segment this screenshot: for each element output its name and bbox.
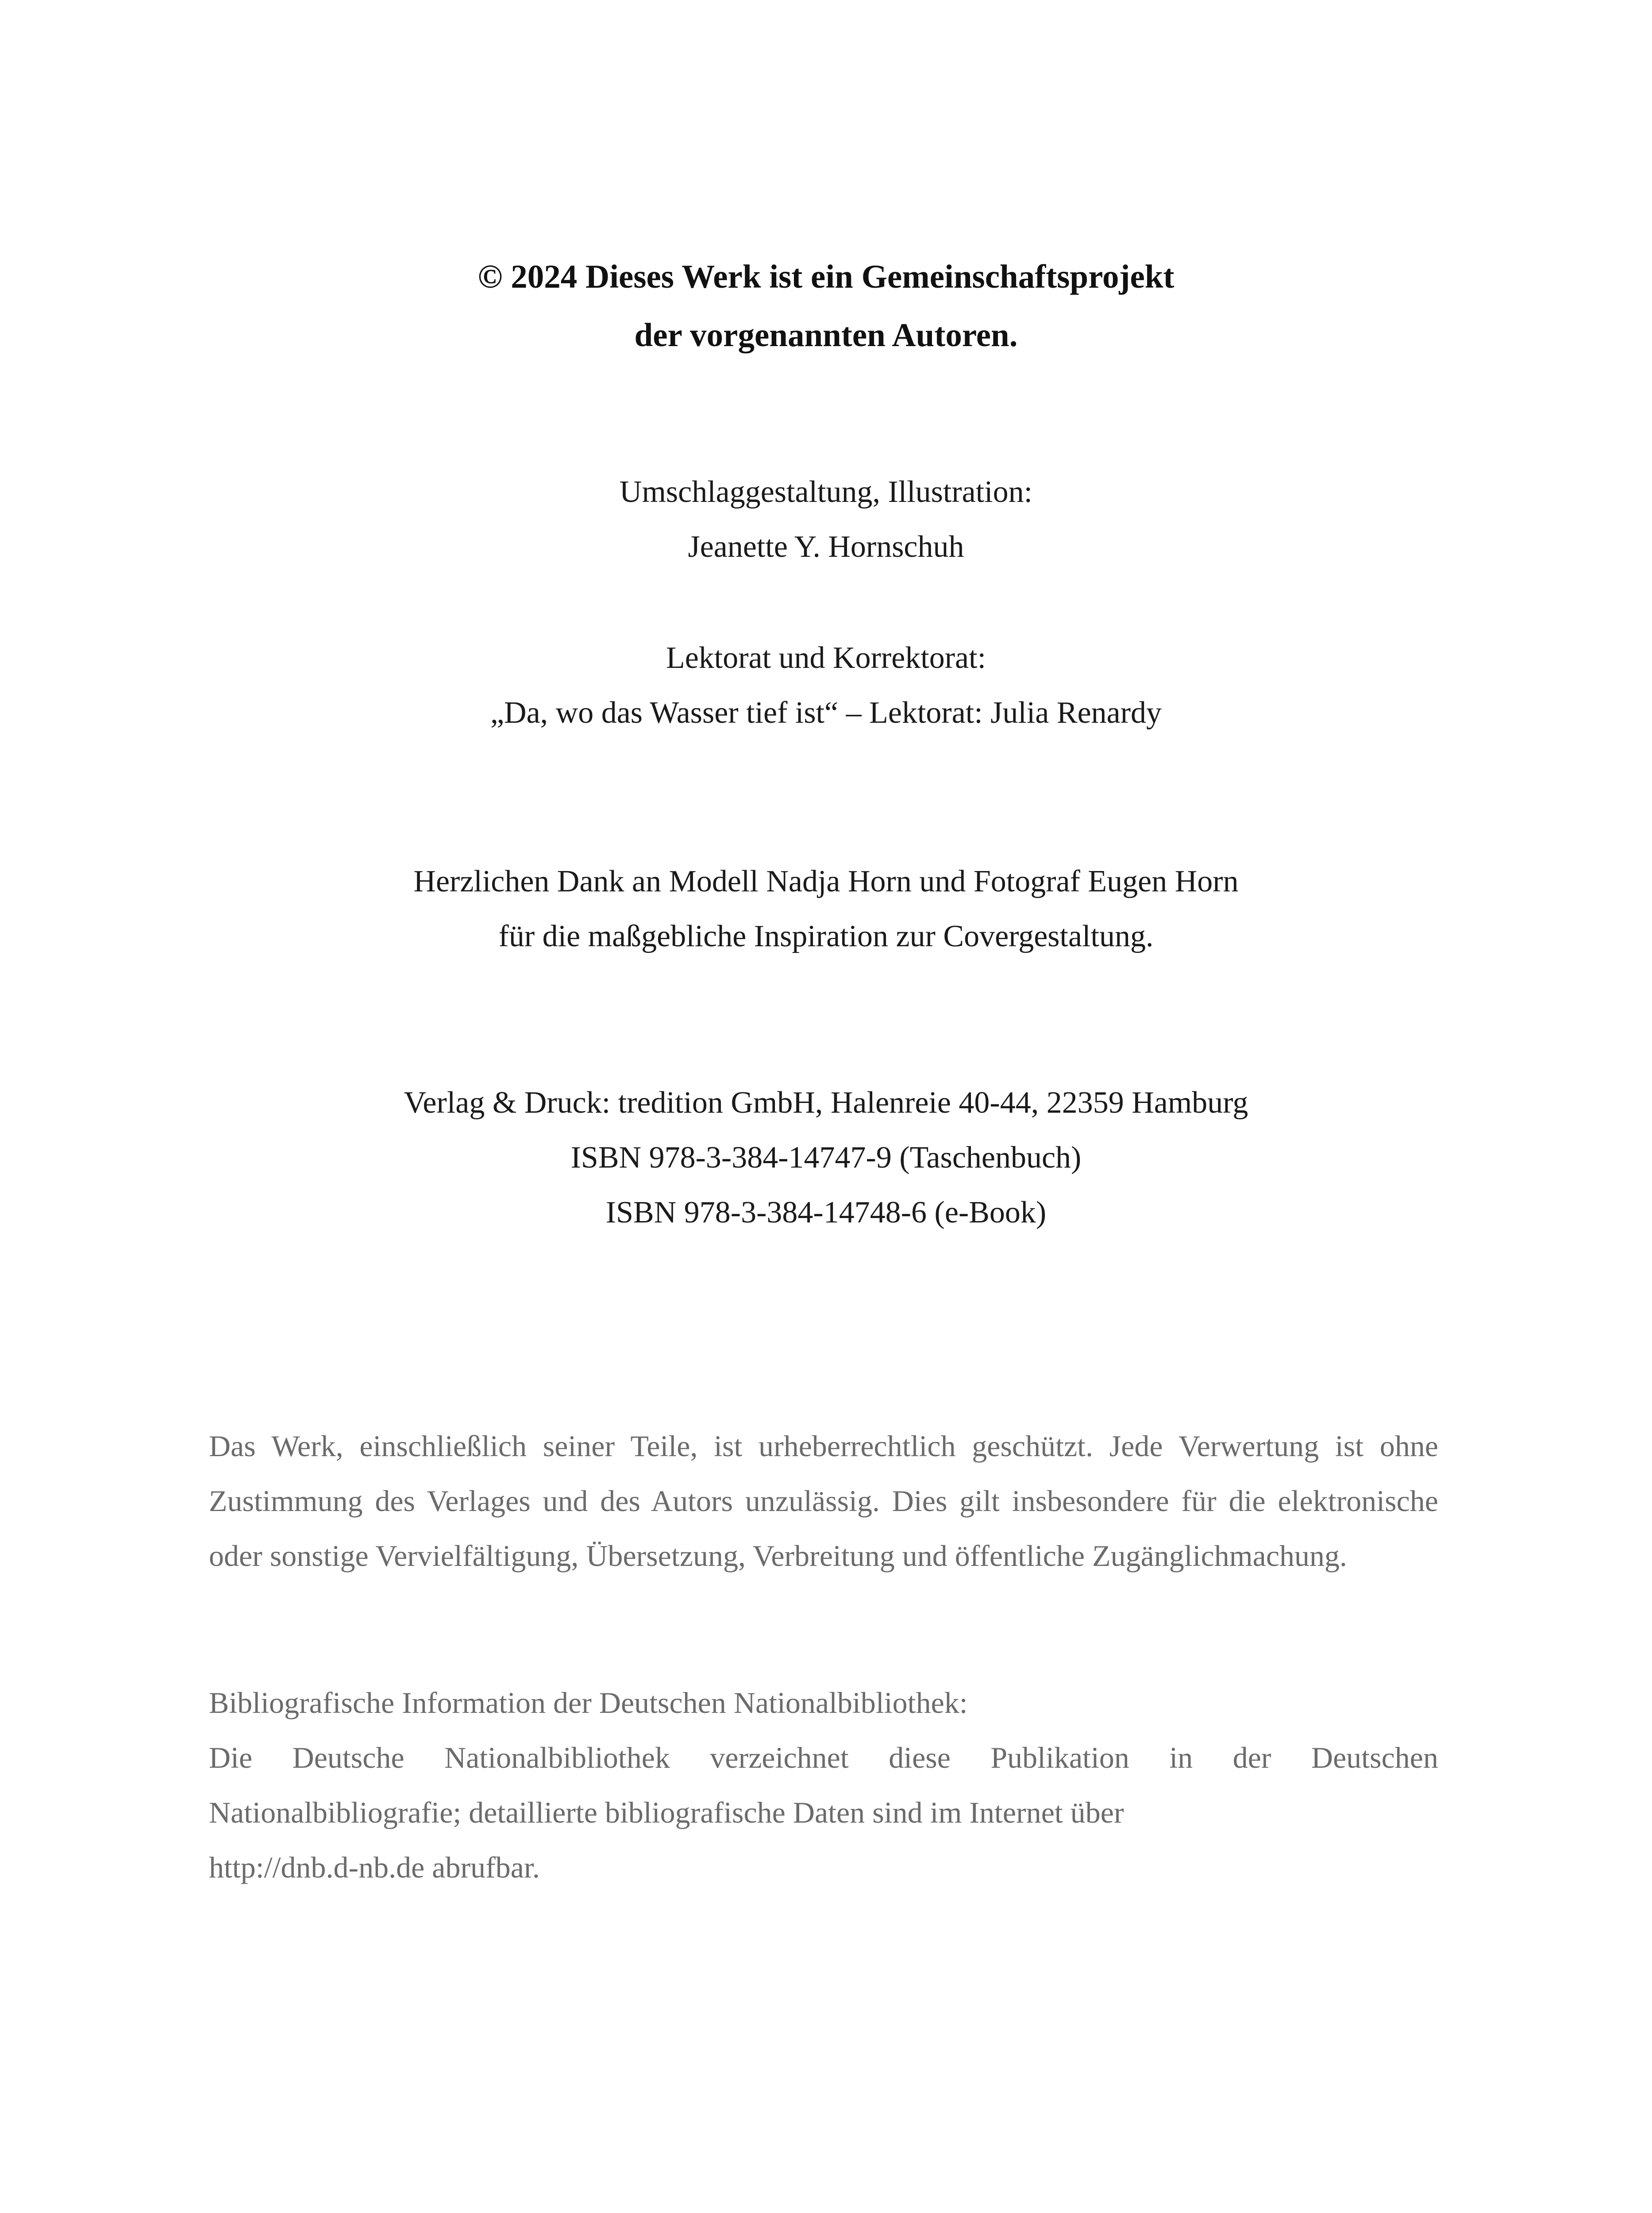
bibliographic-heading: Bibliografische Information der Deutschen Nationalbibliothek: (209, 1686, 968, 1720)
rights-notice (209, 1419, 1438, 1583)
bibliographic-line-3: http://dnb.d-nb.de abrufbar. (209, 1851, 540, 1884)
acknowledgements-line-2: für die maßgebliche Inspiration zur Covergestaltung. (498, 919, 1154, 953)
bibliographic-info (209, 1675, 1438, 1895)
copyright-notice (0, 248, 1652, 365)
isbn-paperback: ISBN 978-3-384-14747-9 (Taschenbuch) (570, 1141, 1082, 1175)
editing-credits-label: Lektorat und Korrektorat: (666, 641, 986, 675)
copyright-line-2: der vorgenannten Autoren. (634, 317, 1018, 354)
bibliographic-line-2: Nationalbibliografie; detaillierte bibliografische Daten sind im Internet über (209, 1796, 1124, 1829)
acknowledgements (0, 854, 1652, 964)
copyright-line-1: © 2024 Dieses Werk ist ein Gemeinschaftsprojekt (478, 258, 1174, 295)
editing-credits-name: „Da, wo das Wasser tief ist“ – Lektorat: Julia Renardy (490, 696, 1162, 730)
publisher-address: Verlag & Druck: tredition GmbH, Halenreie 40-44, 22359 Hamburg (404, 1086, 1248, 1120)
cover-credits-name: Jeanette Y. Hornschuh (688, 530, 964, 564)
isbn-ebook: ISBN 978-3-384-14748-6 (e-Book) (605, 1195, 1047, 1230)
cover-credits-label: Umschlaggestaltung, Illustration: (619, 475, 1033, 509)
cover-credits (0, 465, 1652, 574)
bibliographic-line-1: Die Deutsche Nationalbibliothek verzeichnet diese Publikation in der Deutschen (209, 1741, 1438, 1774)
acknowledgements-line-1: Herzlichen Dank an Modell Nadja Horn und Fotograf Eugen Horn (413, 864, 1239, 898)
rights-notice-text: Das Werk, einschließlich seiner Teile, ist urheberrechtlich geschützt. Jede Verwertung ist ohne Zustimmung des Verlages und des Autors unzulässig. Dies gilt insbesondere für die elektronische oder sonstige Vervielfältigung, Übersetzung, Verbreitung und öffentliche Zugänglichmachung. (209, 1429, 1438, 1573)
publisher-info (0, 1076, 1652, 1240)
editing-credits (0, 631, 1652, 740)
